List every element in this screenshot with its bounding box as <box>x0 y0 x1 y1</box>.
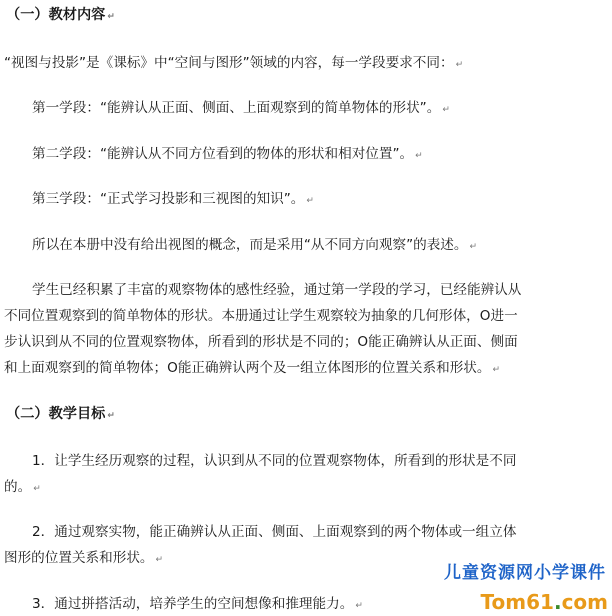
paragraph-line-text: 不同位置观察到的简单物体的形状。本册通过让学生观察较为抽象的几何形体，O进一 <box>4 308 518 324</box>
stage2-text: 第二学段：“能辨认从不同方位看到的物体的形状和相对位置”。 <box>32 146 414 162</box>
intro-paragraph <box>4 54 612 74</box>
section-heading-text: （一）教材内容 <box>6 7 106 23</box>
paragraph-mark-icon: ↵ <box>306 196 314 206</box>
goal-line-text: 1．让学生经历观察的过程，认识到从不同的位置观察物体，所看到的形状是不同 <box>32 453 517 469</box>
student-paragraph-line <box>4 333 612 351</box>
goal-line-text: 2．通过观察实物，能正确辨认从正面、侧面、上面观察到的两个物体或一组立体 <box>32 524 517 540</box>
paragraph-mark-icon: ↵ <box>469 242 478 252</box>
stage3-text: 第三学段：“正式学习投影和三视图的知识”。 <box>32 191 305 207</box>
stage1-paragraph <box>32 99 612 119</box>
student-paragraph-line <box>4 359 612 379</box>
section-heading-content <box>6 6 612 26</box>
paragraph-mark-icon: ↵ <box>415 151 423 161</box>
paragraph-mark-icon: ↵ <box>442 105 450 115</box>
paragraph-line-text: 学生已经积累了丰富的观察物体的感性经验，通过第一学段的学习，已经能辨认从 <box>32 282 522 298</box>
paragraph-line-text: 和上面观察到的简单物体；O能正确辨认两个及一组立体图形的位置关系和形状。 <box>4 360 491 376</box>
watermark-logo-name: Tom61 <box>480 590 554 614</box>
watermark-logo <box>481 590 608 614</box>
therefore-paragraph <box>32 236 612 256</box>
section-heading-goals <box>6 405 612 425</box>
section-heading-text: （二）教学目标 <box>6 406 106 422</box>
goal-line-text: 3．通过拼搭活动，培养学生的空间想像和推理能力。 <box>32 596 354 612</box>
goal-line-text: 的。 <box>4 479 32 495</box>
goal1-line <box>4 478 612 498</box>
paragraph-mark-icon: ↵ <box>107 12 115 22</box>
stage1-text: 第一学段：“能辨认从正面、侧面、上面观察到的简单物体的形状”。 <box>32 100 441 116</box>
watermark-site-name: 儿童资源网小学课件 <box>444 563 606 583</box>
paragraph-mark-icon: ↵ <box>155 555 164 565</box>
goal-line-text: 图形的位置关系和形状。 <box>4 550 154 566</box>
student-paragraph-line <box>4 307 612 325</box>
stage2-paragraph <box>32 145 612 165</box>
paragraph-mark-icon: ↵ <box>107 411 115 421</box>
paragraph-mark-icon: ↵ <box>355 601 363 611</box>
therefore-text: 所以在本册中没有给出视图的概念，而是采用“从不同方向观察”的表述。 <box>32 237 468 253</box>
paragraph-mark-icon: ↵ <box>492 365 501 375</box>
site-watermark <box>418 558 608 614</box>
watermark-logo-dot: . <box>553 590 562 614</box>
intro-text: “视图与投影”是《课标》中“空间与图形”领域的内容，每一学段要求不同： <box>4 55 454 71</box>
watermark-logo-domain: com <box>561 590 608 614</box>
goal1-line <box>32 452 612 470</box>
student-paragraph-line <box>32 281 612 299</box>
paragraph-mark-icon: ↵ <box>455 60 464 70</box>
paragraph-line-text: 步认识到从不同的位置观察物体，所看到的形状是不同的；O能正确辨认从正面、侧面 <box>4 334 518 350</box>
goal2-line <box>32 523 612 541</box>
paragraph-mark-icon: ↵ <box>33 484 41 494</box>
stage3-paragraph <box>32 190 612 210</box>
